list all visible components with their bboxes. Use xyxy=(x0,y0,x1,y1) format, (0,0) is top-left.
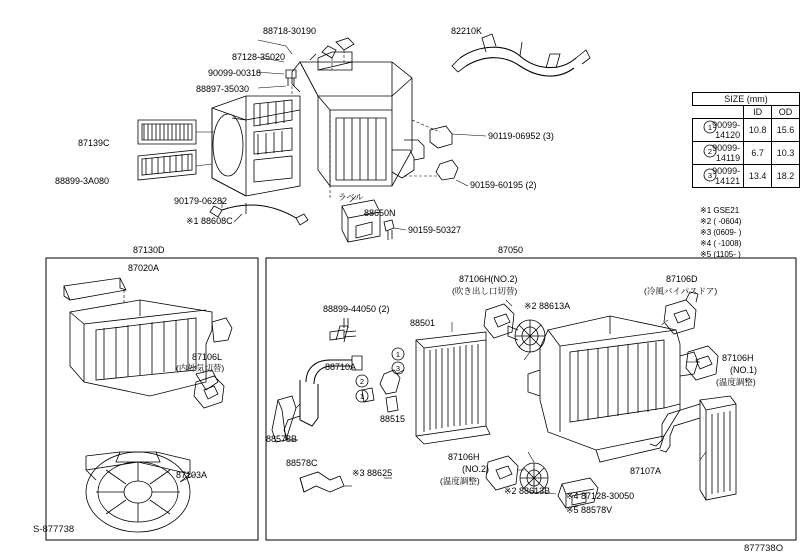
callout-88650N: 88650N xyxy=(364,208,396,218)
svg-text:3: 3 xyxy=(395,364,401,373)
callout-88899-44050: 88899-44050 (2) xyxy=(323,304,390,314)
note-5: ※5 (1105- ) xyxy=(700,250,741,259)
callout-87107A: 87107A xyxy=(630,466,662,476)
callout-87106L: 87106L xyxy=(192,352,223,362)
size-table-od: 15.6 xyxy=(772,119,800,142)
size-table-part: 90099-14120 xyxy=(693,119,744,142)
callout-90159-50327: 90159-50327 xyxy=(408,225,462,235)
callout-87139C: 87139C xyxy=(78,138,110,148)
callout-88578C: 88578C xyxy=(286,458,318,468)
size-table-row xyxy=(693,119,800,142)
callout-88515: 88515 xyxy=(380,414,406,424)
callout-87106H-no1-sub: (NO.1) xyxy=(730,365,757,375)
callout-88608C: ※1 88608C xyxy=(186,216,233,226)
size-table-row xyxy=(693,165,800,188)
callout-88718-30190: 88718-30190 xyxy=(263,26,317,36)
callout-87106L-jp: (内外気切替) xyxy=(176,363,225,373)
callout-88897-35030: 88897-35030 xyxy=(196,84,250,94)
callout-88578B: 88578B xyxy=(266,434,298,444)
size-table-title: SIZE (mm) xyxy=(693,93,800,106)
size-table-part: 90099-14121 xyxy=(693,165,744,188)
callout-87106H-no2-bottom: 87106H xyxy=(448,452,480,462)
size-table-id: 6.7 xyxy=(744,142,772,165)
callout-87106H-no2-top: 87106H(NO.2) xyxy=(459,274,518,284)
sheet-code-left: S-877738 xyxy=(33,524,75,535)
callout-87106H-no2-bottom-sub: (NO.2) xyxy=(462,464,489,474)
size-table-col-id: ID xyxy=(744,106,772,119)
note-2: ※2 ( -0604) xyxy=(700,217,742,226)
callout-90179-06282: 90179-06282 xyxy=(174,196,228,206)
callout-88501: 88501 xyxy=(410,318,436,328)
size-table-col-od: OD xyxy=(772,106,800,119)
callout-90099-00318: 90099-00318 xyxy=(208,68,262,78)
callout-88613A: ※2 88613A xyxy=(524,301,571,311)
callout-90119-06952: 90119-06952 (3) xyxy=(488,131,554,141)
callout-87020A: 87020A xyxy=(128,263,160,273)
callout-87128-30050: ※4 87128-30050 xyxy=(566,491,635,501)
callout-88899-3A080: 88899-3A080 xyxy=(55,176,110,186)
callout-88613B: ※2 88613B xyxy=(504,486,551,496)
callout-87106H-no1-jp: (温度調整) xyxy=(716,377,756,387)
group-label-87050: 87050 xyxy=(498,245,524,255)
callout-88578V: ※5 88578V xyxy=(566,505,613,515)
svg-text:1: 1 xyxy=(359,392,365,401)
callout-87106H-no1: 87106H xyxy=(722,353,754,363)
size-table-row xyxy=(693,142,800,165)
size-table-id: 10.8 xyxy=(744,119,772,142)
size-table-od: 10.3 xyxy=(772,142,800,165)
svg-text:2: 2 xyxy=(707,147,713,156)
group-label-87130D: 87130D xyxy=(133,245,165,255)
size-table-id: 13.4 xyxy=(744,165,772,188)
callout-87106H-no2-top-jp: (吹き出し口切替) xyxy=(452,286,518,296)
note-3: ※3 (0609- ) xyxy=(700,228,742,237)
callout-82210K: 82210K xyxy=(451,26,483,36)
size-table-od: 18.2 xyxy=(772,165,800,188)
callout-90159-60195: 90159-60195 (2) xyxy=(470,180,537,190)
note-1: ※1 GSE21 xyxy=(700,206,740,215)
callout-87106D: 87106D xyxy=(666,274,698,284)
callout-87103A: 87103A xyxy=(176,470,208,480)
size-table xyxy=(692,92,800,188)
callout-87106D-jp: (冷風バイパスドア) xyxy=(644,286,718,296)
size-table-part: 90099-14119 xyxy=(693,142,744,165)
svg-text:3: 3 xyxy=(707,171,713,180)
callout-88710A: 88710A xyxy=(325,362,357,372)
callout-87128-35020: 87128-35020 xyxy=(232,52,286,62)
svg-text:1: 1 xyxy=(395,350,401,359)
sheet-code-right: 877738O xyxy=(744,543,784,554)
callout-label-jp: ラベル xyxy=(338,192,364,202)
callout-88625: ※3 88625 xyxy=(352,468,393,478)
note-4: ※4 ( -1008) xyxy=(700,239,742,248)
svg-text:1: 1 xyxy=(707,123,713,132)
size-table-wrap xyxy=(692,92,800,188)
callout-87106H-no2-bottom-jp: (温度調整) xyxy=(440,476,480,486)
svg-text:2: 2 xyxy=(359,377,365,386)
